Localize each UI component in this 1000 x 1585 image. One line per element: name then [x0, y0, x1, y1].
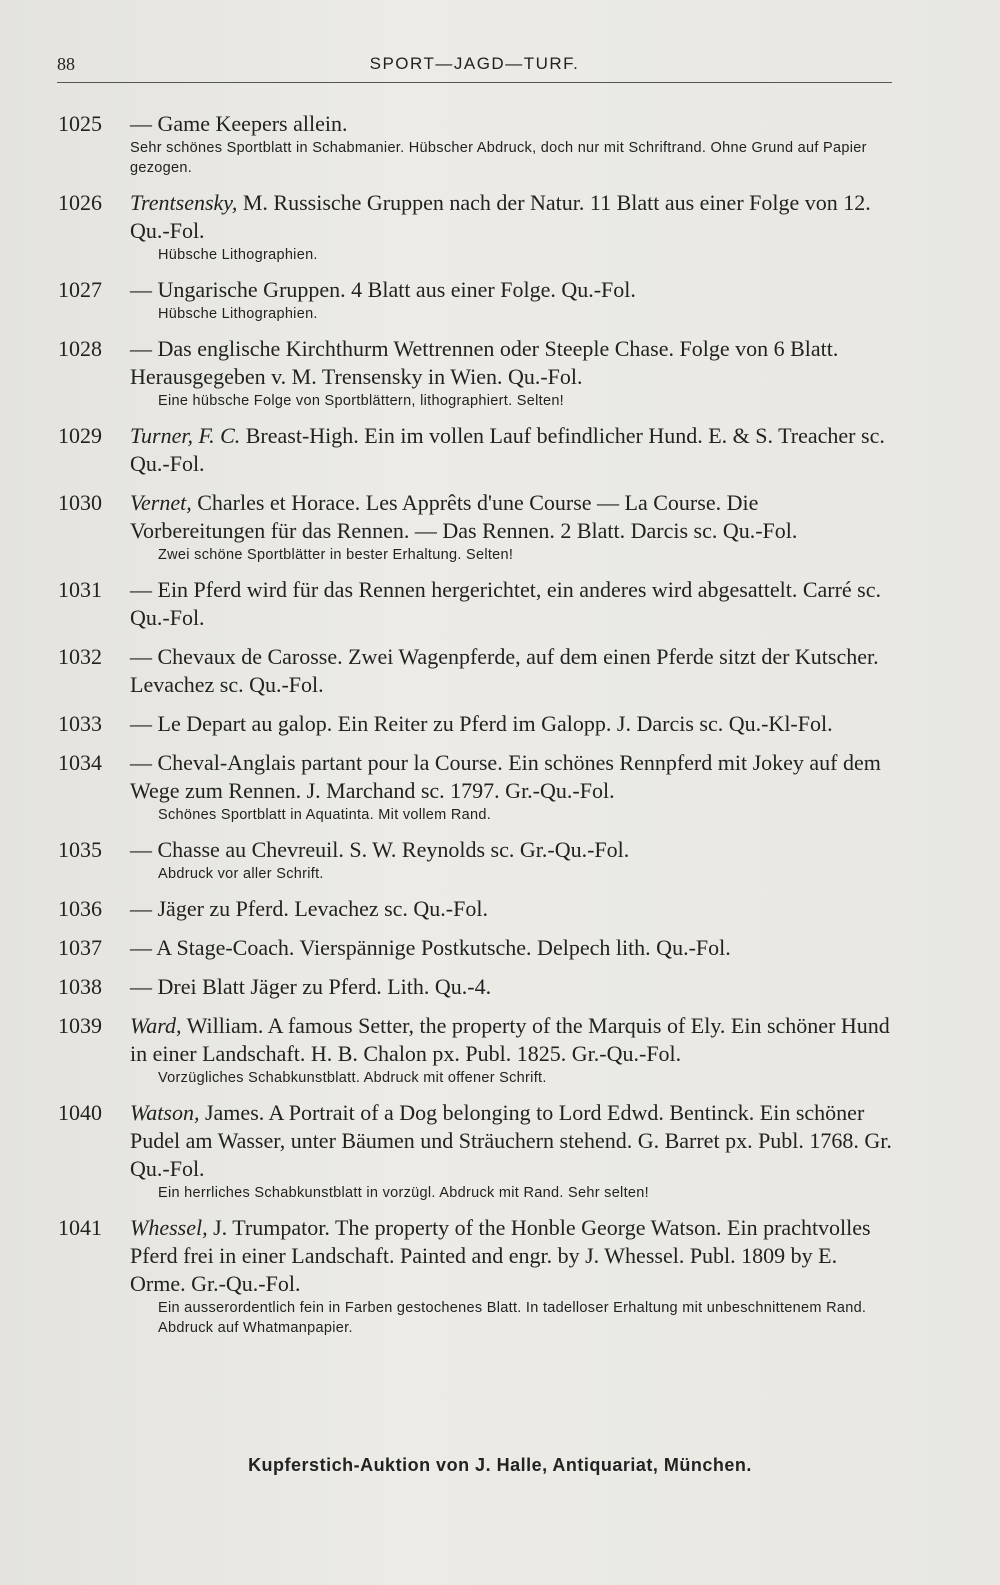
lot-number: 1025 [58, 111, 102, 136]
lot-text: — Chasse au Chevreuil. S. W. Reynolds sc. Gr.-Qu.-Fol. [130, 837, 630, 862]
catalog-entry [58, 1214, 898, 1338]
catalog-entry [58, 973, 898, 1001]
catalog-entry [58, 110, 898, 178]
lot-description [130, 489, 898, 545]
lot-note: Zwei schöne Sportblätter in bester Erhaltung. Selten! [158, 547, 514, 563]
lot-text: M. Russische Gruppen nach der Natur. 11 Blatt aus einer Folge von 12. Qu.-Fol. [130, 190, 871, 243]
lot-description [130, 934, 898, 962]
catalog-entry [58, 276, 898, 324]
catalog-entry [58, 710, 898, 738]
lot-number: 1040 [58, 1100, 102, 1125]
lot-number: 1026 [58, 190, 102, 215]
catalog-entry [58, 189, 898, 265]
artist-name: Trentsensky, [130, 190, 238, 215]
lot-note: Eine hübsche Folge von Sportblättern, lithographiert. Selten! [158, 393, 565, 409]
lot-number: 1036 [58, 896, 102, 921]
catalog-entry [58, 895, 898, 923]
lot-number: 1033 [58, 711, 102, 736]
lot-text: — Jäger zu Pferd. Levachez sc. Qu.-Fol. [130, 896, 488, 921]
lot-description [130, 1012, 898, 1068]
lot-text: — A Stage-Coach. Vierspännige Postkutsche. Delpech lith. Qu.-Fol. [130, 935, 731, 960]
lot-number: 1034 [58, 750, 102, 775]
lot-description [130, 836, 898, 864]
catalog-entry [58, 836, 898, 884]
lot-number: 1028 [58, 336, 102, 361]
lot-number: 1031 [58, 577, 102, 602]
artist-name: Turner, F. C. [130, 423, 241, 448]
lot-text: J. Trumpator. The property of the Honble George Watson. Ein prachtvolles Pferd frei in einer Landschaft. Painted and engr. by J. Whessel. Publ. 1809 by E. Orme. Gr.-Qu.-Fol. [130, 1215, 871, 1296]
lot-note: Schönes Sportblatt in Aquatinta. Mit vollem Rand. [158, 807, 492, 823]
lot-description [130, 335, 898, 391]
page-number: 88 [57, 54, 75, 74]
lot-description [130, 1099, 898, 1183]
catalog-entries [58, 110, 898, 1349]
lot-note: Abdruck vor aller Schrift. [158, 866, 324, 882]
lot-text: Breast-High. Ein im vollen Lauf befindlicher Hund. E. & S. Treacher sc. Qu.-Fol. [130, 423, 885, 476]
lot-description [130, 576, 898, 632]
catalog-entry [58, 489, 898, 565]
lot-text: — Game Keepers allein. [130, 111, 348, 136]
catalog-entry [58, 1099, 898, 1203]
lot-number: 1035 [58, 837, 102, 862]
lot-number: 1030 [58, 490, 102, 515]
lot-number: 1037 [58, 935, 102, 960]
lot-text: Charles et Horace. Les Apprêts d'une Course — La Course. Die Vorbereitungen für das Rennen. — Das Rennen. 2 Blatt. Darcis sc. Qu.-Fol. [130, 490, 798, 543]
catalog-entry [58, 335, 898, 411]
artist-name: Vernet, [130, 490, 192, 515]
lot-description [130, 749, 898, 805]
catalog-entry [58, 749, 898, 825]
lot-description [130, 973, 898, 1001]
artist-name: Watson, [130, 1100, 200, 1125]
lot-number: 1029 [58, 423, 102, 448]
lot-number: 1041 [58, 1215, 102, 1240]
lot-note: Hübsche Lithographien. [158, 247, 318, 263]
lot-text: — Le Depart au galop. Ein Reiter zu Pferd im Galopp. J. Darcis sc. Qu.-Kl-Fol. [130, 711, 833, 736]
lot-description [130, 895, 898, 923]
lot-text: — Das englische Kirchthurm Wettrennen oder Steeple Chase. Folge von 6 Blatt. Herausgegeben v. M. Trensensky in Wien. Qu.-Fol. [130, 336, 839, 389]
lot-description [130, 710, 898, 738]
lot-note: Sehr schönes Sportblatt in Schabmanier. Hübscher Abdruck, doch nur mit Schriftrand. Ohne Grund auf Papier gezogen. [130, 140, 867, 176]
lot-text: — Ein Pferd wird für das Rennen hergerichtet, ein anderes wird abgesattelt. Carré sc. Qu.-Fol. [130, 577, 881, 630]
lot-text: — Ungarische Gruppen. 4 Blatt aus einer Folge. Qu.-Fol. [130, 277, 636, 302]
catalog-entry [58, 576, 898, 632]
lot-description [130, 189, 898, 245]
page-footer: Kupferstich-Auktion von J. Halle, Antiquariat, München. [248, 1455, 752, 1475]
lot-description [130, 276, 898, 304]
lot-number: 1027 [58, 277, 102, 302]
lot-text: William. A famous Setter, the property of the Marquis of Ely. Ein schöner Hund in einer Landschaft. H. B. Chalon px. Publ. 1825. Gr.-Qu.-Fol. [130, 1013, 890, 1066]
lot-note: Ein herrliches Schabkunstblatt in vorzügl. Abdruck mit Rand. Sehr selten! [158, 1185, 649, 1201]
lot-description [130, 643, 898, 699]
lot-description [130, 110, 898, 138]
catalog-entry [58, 934, 898, 962]
lot-note: Ein ausserordentlich fein in Farben gestochenes Blatt. In tadelloser Erhaltung mit unbeschnittenem Rand. Abdruck auf Whatmanpapier. [158, 1300, 867, 1336]
lot-number: 1038 [58, 974, 102, 999]
artist-name: Whessel, [130, 1215, 208, 1240]
lot-description [130, 1214, 898, 1298]
lot-note: Vorzügliches Schabkunstblatt. Abdruck mit offener Schrift. [158, 1070, 547, 1086]
lot-note: Hübsche Lithographien. [158, 306, 318, 322]
artist-name: Ward, [130, 1013, 182, 1038]
lot-number: 1032 [58, 644, 102, 669]
page-header [57, 50, 892, 83]
lot-text: — Cheval-Anglais partant pour la Course. Ein schönes Rennpferd mit Jokey auf dem Wege zum Rennen. J. Marchand sc. 1797. Gr.-Qu.-Fol. [130, 750, 881, 803]
lot-text: — Drei Blatt Jäger zu Pferd. Lith. Qu.-4. [130, 974, 492, 999]
lot-text: James. A Portrait of a Dog belonging to Lord Edwd. Bentinck. Ein schöner Pudel am Wasser, unter Bäumen und Sträuchern stehend. G. Barret px. Publ. 1768. Gr. Qu.-Fol. [130, 1100, 892, 1181]
catalog-entry [58, 422, 898, 478]
lot-description [130, 422, 898, 478]
catalog-entry [58, 1012, 898, 1088]
lot-text: — Chevaux de Carosse. Zwei Wagenpferde, auf dem einen Pferde sitzt der Kutscher. Levachez sc. Qu.-Fol. [130, 644, 879, 697]
catalog-entry [58, 643, 898, 699]
running-title: SPORT—JAGD—TURF. [369, 54, 580, 73]
lot-number: 1039 [58, 1013, 102, 1038]
